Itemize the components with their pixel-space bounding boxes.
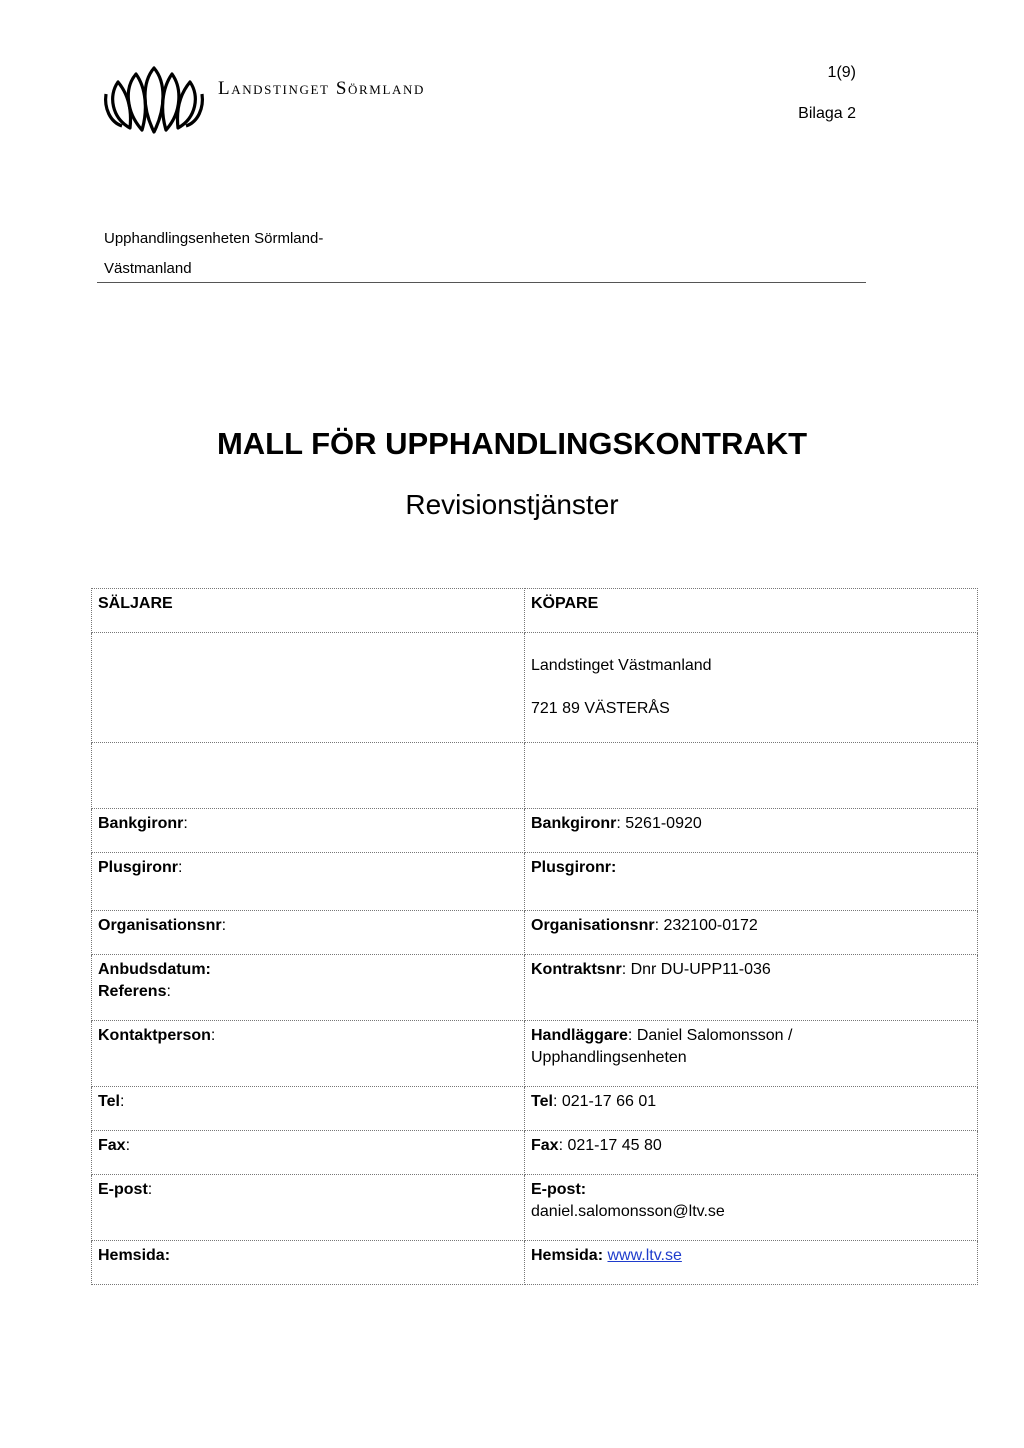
seller-tel-cell xyxy=(92,1087,525,1131)
seller-kontakt-cell xyxy=(92,1021,525,1087)
buyer-plusgiro-label: Plusgironr: xyxy=(531,859,617,876)
procurement-unit-line2: Västmanland xyxy=(104,260,192,277)
seller-orgnr-cell xyxy=(92,911,525,955)
seller-plusgiro-label: Plusgironr xyxy=(98,859,179,876)
buyer-epost-cell xyxy=(525,1175,978,1241)
organization-name: Landstinget Sörmland xyxy=(218,78,425,99)
buyer-handlaggare-unit: Upphandlingsenheten xyxy=(531,1049,687,1066)
buyer-bankgiro-label: Bankgironr xyxy=(531,815,617,832)
buyer-orgnr-value: 232100-0172 xyxy=(659,917,758,934)
contract-parties-table xyxy=(91,588,978,1285)
seller-kontaktperson-sep: : xyxy=(210,1027,216,1044)
buyer-hemsida-label: Hemsida: xyxy=(531,1247,604,1264)
seller-bankgiro-cell xyxy=(92,809,525,853)
seller-bankgiro-sep: : xyxy=(183,815,188,832)
buyer-orgnr-sep: : xyxy=(654,917,660,934)
seller-referens-sep: : xyxy=(166,983,171,1000)
seller-tel-label: Tel xyxy=(98,1093,120,1110)
seller-epost-label: E-post xyxy=(98,1181,148,1198)
seller-bankgiro-label: Bankgironr xyxy=(98,815,184,832)
seller-tel-sep: : xyxy=(119,1093,125,1110)
attachment-label: Bilaga 2 xyxy=(798,105,856,122)
buyer-orgnr-cell xyxy=(525,911,978,955)
seller-fax-label: Fax xyxy=(98,1137,126,1154)
seller-hemsida-label: Hemsida: xyxy=(92,1241,525,1285)
seller-orgnr-label: Organisationsnr xyxy=(98,917,222,934)
table-row xyxy=(92,633,978,743)
buyer-address: 721 89 VÄSTERÅS xyxy=(531,700,670,717)
buyer-fax-sep: : xyxy=(558,1137,564,1154)
buyer-plusgiro-cell xyxy=(525,853,978,911)
buyer-header: KÖPARE xyxy=(525,589,978,633)
buyer-fax-cell xyxy=(525,1131,978,1175)
seller-fax-sep: : xyxy=(125,1137,131,1154)
buyer-epost-value: daniel.salomonsson@ltv.se xyxy=(531,1203,725,1220)
buyer-kontraktsnr-label: Kontraktsnr xyxy=(531,961,622,978)
header-divider xyxy=(97,282,866,283)
seller-anbud-cell xyxy=(92,955,525,1021)
buyer-handlaggare-label: Handläggare xyxy=(531,1027,628,1044)
table-row xyxy=(92,809,978,853)
buyer-epost-label: E-post: xyxy=(531,1181,587,1198)
table-row xyxy=(92,589,978,633)
document-subtitle: Revisionstjänster xyxy=(405,489,619,520)
buyer-tel-sep: : xyxy=(552,1093,558,1110)
table-row xyxy=(92,743,978,809)
buyer-orgnr-label: Organisationsnr xyxy=(531,917,655,934)
seller-anbudsdatum-label: Anbudsdatum: xyxy=(98,961,211,978)
buyer-tel-value: 021-17 66 01 xyxy=(557,1093,657,1110)
buyer-empty-cell xyxy=(525,743,978,809)
buyer-fax-label: Fax xyxy=(531,1137,559,1154)
buyer-handlaggare-value: : Daniel Salomonsson / xyxy=(627,1027,793,1044)
table-row xyxy=(92,1021,978,1087)
buyer-name-cell xyxy=(525,633,978,743)
buyer-tel-cell xyxy=(525,1087,978,1131)
buyer-tel-label: Tel xyxy=(531,1093,553,1110)
page-number: 1(9) xyxy=(827,64,856,81)
seller-plusgiro-cell xyxy=(92,853,525,911)
seller-header: SÄLJARE xyxy=(92,589,525,633)
table-row xyxy=(92,1175,978,1241)
table-row xyxy=(92,1087,978,1131)
buyer-bankgiro-value: 5261-0920 xyxy=(620,815,702,832)
buyer-handlaggare-cell xyxy=(525,1021,978,1087)
seller-name-cell xyxy=(92,633,525,743)
buyer-hemsida-cell xyxy=(525,1241,978,1285)
table-row xyxy=(92,955,978,1021)
seller-epost-sep: : xyxy=(147,1181,153,1198)
buyer-fax-value: 021-17 45 80 xyxy=(563,1137,662,1154)
buyer-website-link[interactable]: www.ltv.se xyxy=(607,1247,682,1264)
buyer-bankgiro-cell xyxy=(525,809,978,853)
buyer-name: Landstinget Västmanland xyxy=(531,657,712,674)
seller-plusgiro-sep: : xyxy=(178,859,183,876)
buyer-kontrakt-cell xyxy=(525,955,978,1021)
buyer-bankgiro-sep: : xyxy=(616,815,621,832)
table-row xyxy=(92,1131,978,1175)
buyer-kontraktsnr-value: : Dnr DU-UPP11-036 xyxy=(621,961,771,978)
seller-fax-cell xyxy=(92,1131,525,1175)
document-title: MALL FÖR UPPHANDLINGSKONTRAKT xyxy=(216,426,808,461)
procurement-unit-line1: Upphandlingsenheten Sörmland- xyxy=(104,230,324,247)
lotus-crown-logo-icon xyxy=(102,64,206,136)
table-row xyxy=(92,1241,978,1285)
seller-referens-label: Referens xyxy=(98,983,167,1000)
seller-epost-cell xyxy=(92,1175,525,1241)
table-row xyxy=(92,911,978,955)
seller-empty-cell xyxy=(92,743,525,809)
seller-kontaktperson-label: Kontaktperson xyxy=(98,1027,211,1044)
seller-orgnr-sep: : xyxy=(221,917,227,934)
table-row xyxy=(92,853,978,911)
procurement-unit xyxy=(104,224,323,284)
